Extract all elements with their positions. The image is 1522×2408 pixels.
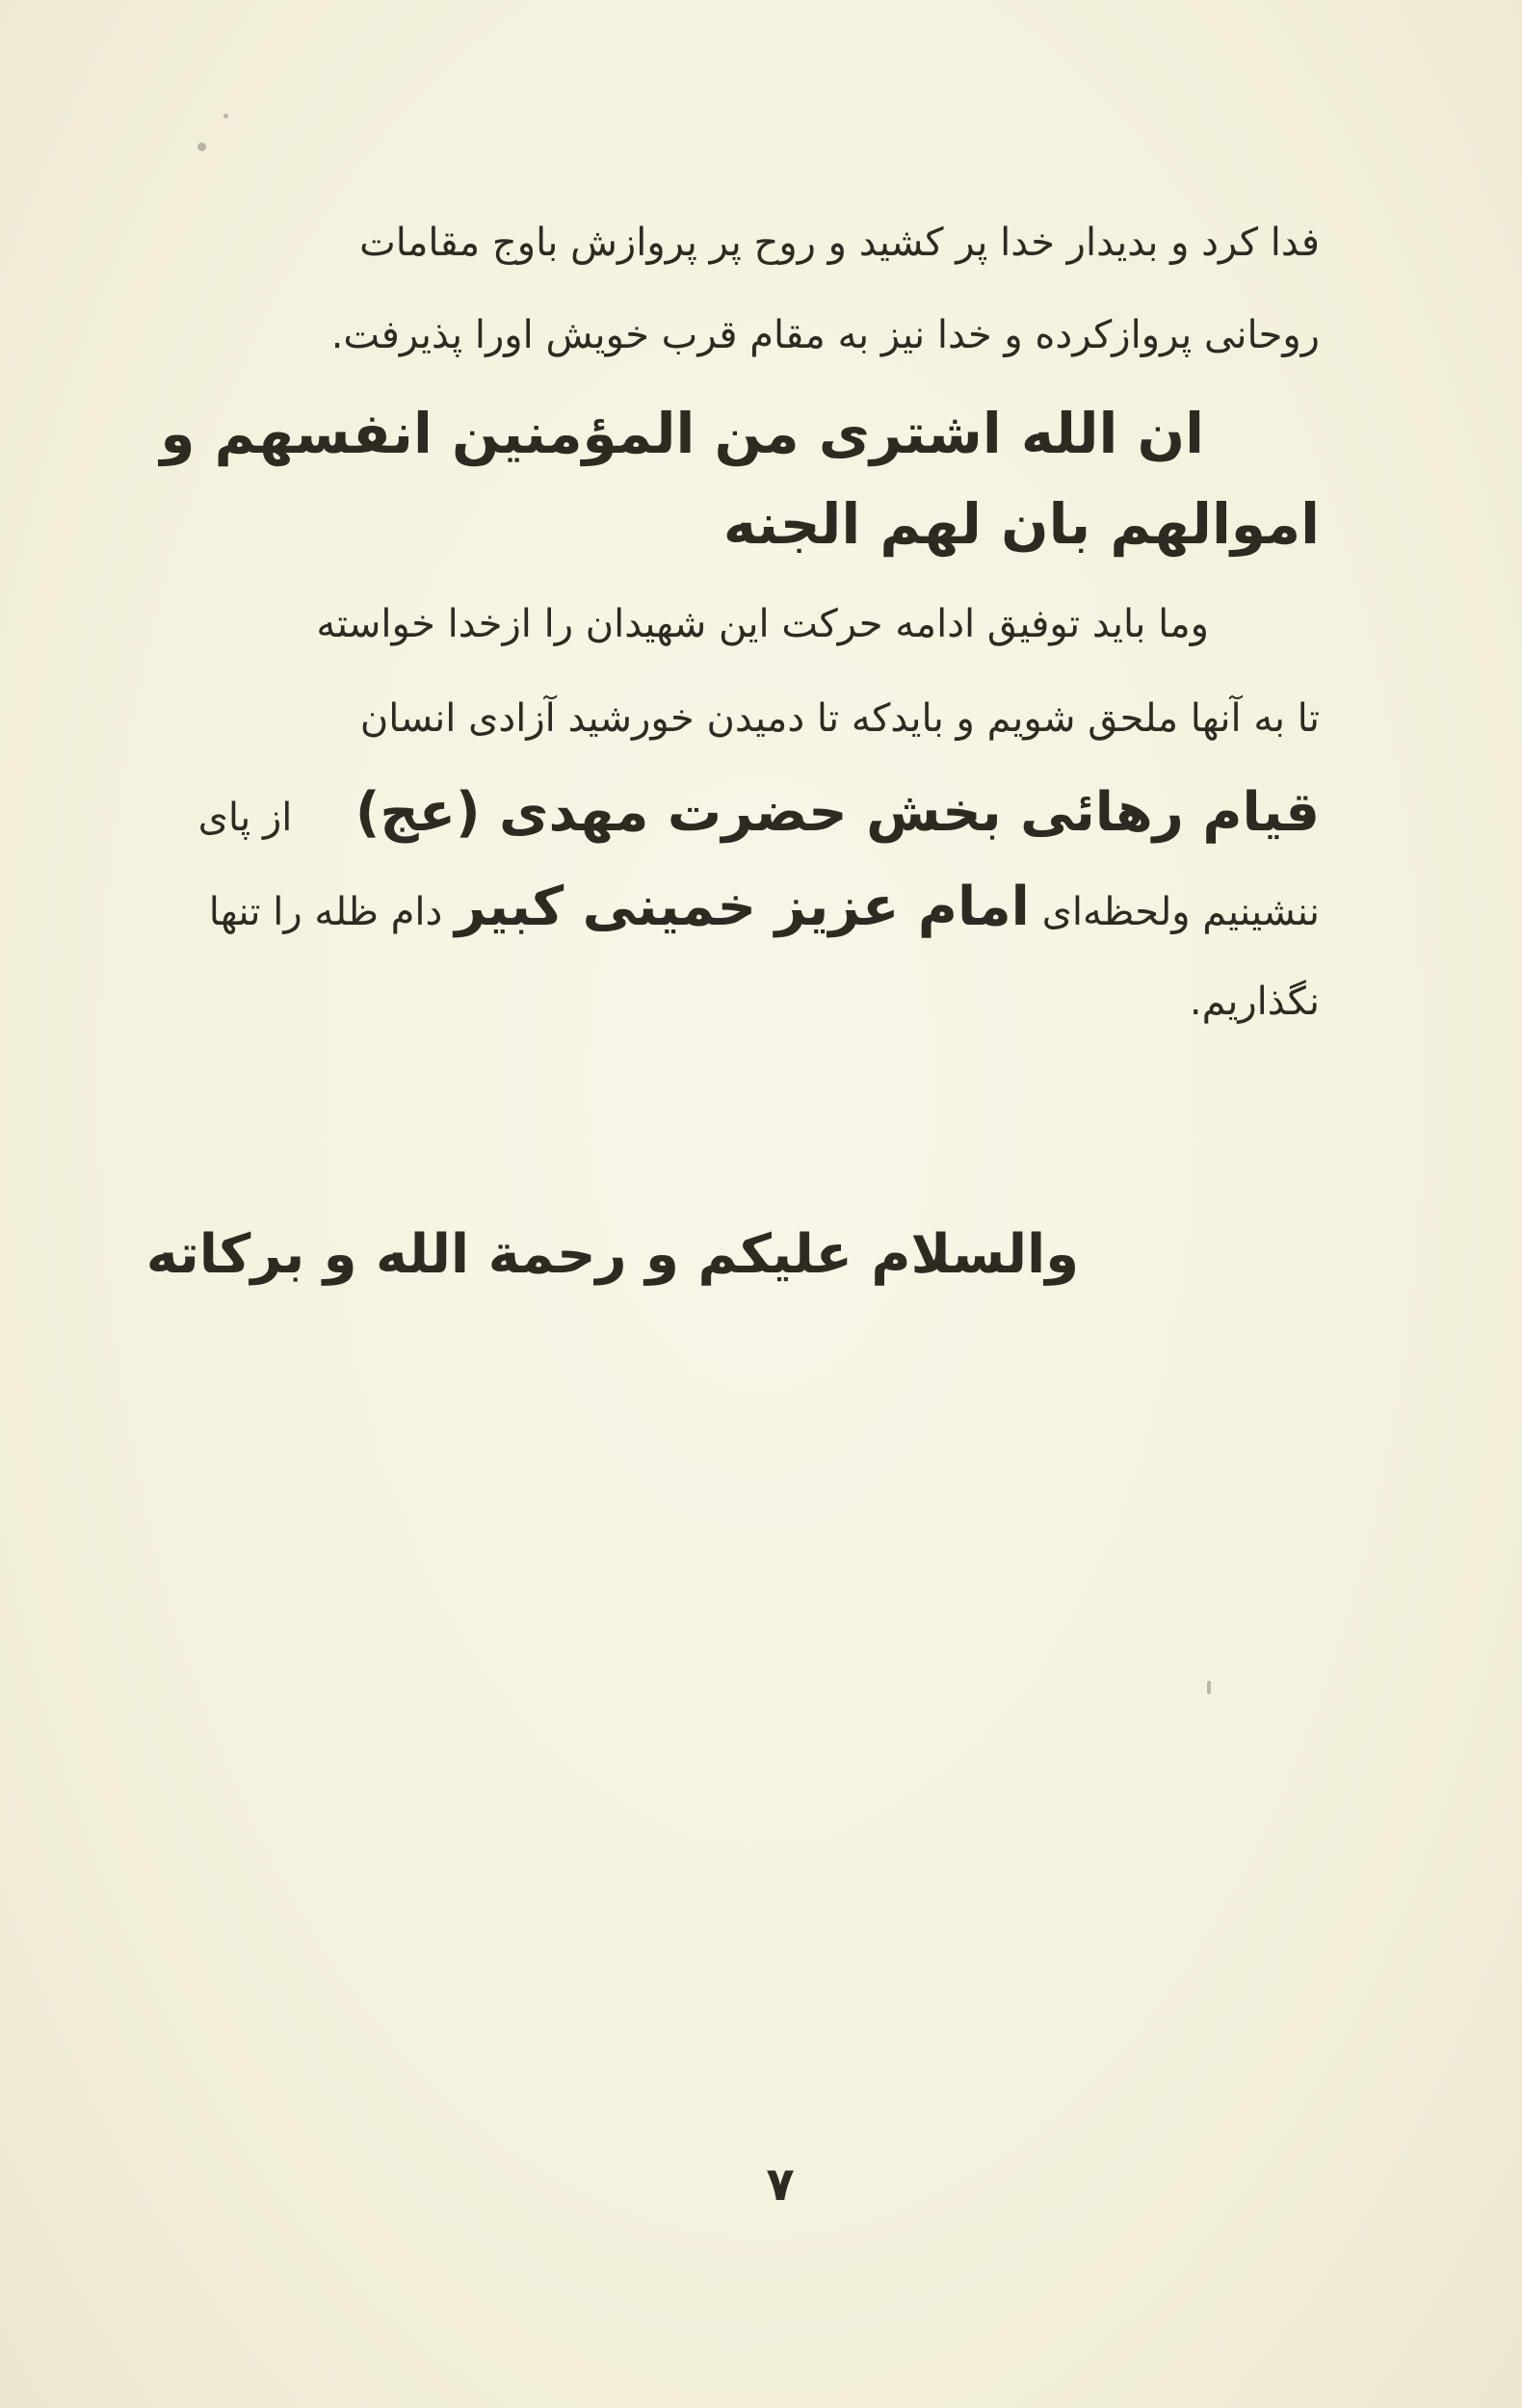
page-number: ۷: [766, 2158, 795, 2212]
paragraph-1-line-2: روحانی پروازکرده و خدا نیز به مقام قرب خویش اورا پذیرفت.: [330, 313, 1320, 357]
closing-salutation: والسلام علیکم و رحمة الله و برکاته: [145, 1223, 1079, 1286]
paragraph-2-line-3: [198, 767, 1320, 864]
imam-khomeini-phrase: امام عزیز خمینی کبیر: [455, 876, 1030, 938]
quran-verse-line-2: اموالهم بان لهم الجنه: [722, 491, 1320, 557]
paragraph-2-line-3-rest: از پای: [197, 796, 293, 840]
print-speck: [1207, 1681, 1211, 1694]
paragraph-2-line-4: [209, 861, 1320, 958]
quran-verse-line-1: ان الله اشتری من المؤمنین انفسهم و: [160, 401, 1204, 466]
paragraph-2-line-4-end: دام ظله را تنها: [208, 890, 443, 934]
paragraph-2-line-4-start: ننشینیم ولحظه‌ای: [1041, 890, 1320, 934]
paragraph-2-line-5: نگذاریم.: [1189, 980, 1320, 1024]
print-speck: [223, 114, 228, 118]
paragraph-2-line-2: تا به آنها ملحق شویم و بایدکه تا دمیدن خورشید آزادی انسان: [359, 696, 1320, 741]
print-speck: [197, 143, 206, 151]
mahdi-uprising-phrase: قیام رهائی بخش حضرت مهدی (عج): [354, 781, 1320, 844]
paragraph-2-line-1: وما باید توفیق ادامه حرکت این شهیدان را ازخدا خواسته: [316, 602, 1209, 646]
paragraph-1-line-1: فدا کرد و بدیدار خدا پر کشید و روح پر پروازش باوج مقامات: [359, 221, 1320, 265]
